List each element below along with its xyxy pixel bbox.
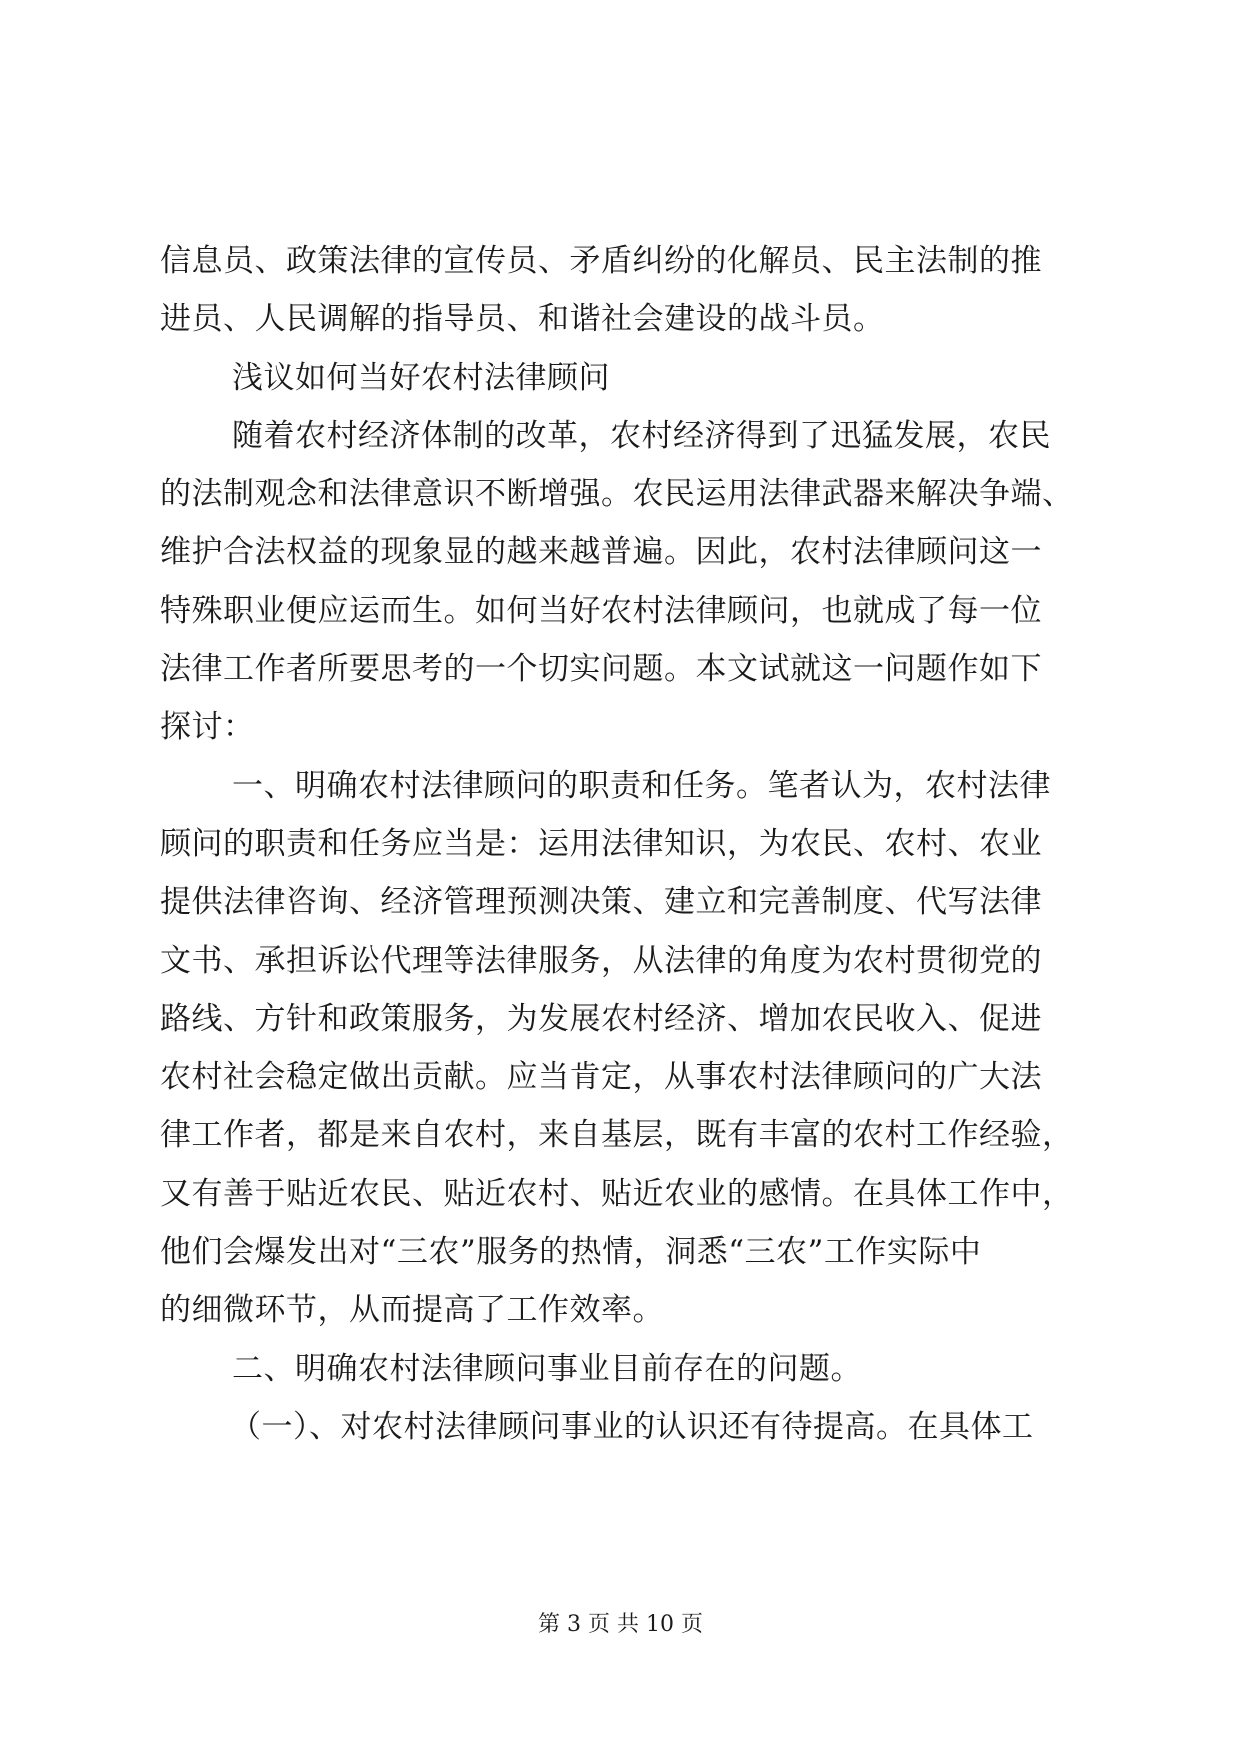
text-line: 信息员、政策法律的宣传员、矛盾纠纷的化解员、民主法制的推 <box>160 243 1042 279</box>
text-line: 特殊职业便应运而生。如何当好农村法律顾问，也就成了每一位 <box>160 592 1042 629</box>
text-line: 维护合法权益的现象显的越来越普遍。因此，农村法律顾问这一 <box>160 534 1042 571</box>
text-line: 顾问的职责和任务应当是：运用法律知识，为农民、农村、农业 <box>160 825 1042 862</box>
text-line: 又有善于贴近农民、贴近农村、贴近农业的感情。在具体工作中， <box>160 1175 1074 1212</box>
text-line: 法律工作者所要思考的一个切实问题。本文试就这一问题作如下 <box>160 651 1042 688</box>
text-line: 探讨： <box>160 709 255 746</box>
text-line: 的细微环节，从而提高了工作效率。 <box>160 1292 664 1329</box>
paragraph-start: 一、明确农村法律顾问的职责和任务。笔者认为，农村法律 <box>232 767 1051 804</box>
text-line: 路线、方针和政策服务，为发展农村经济、增加农民收入、促进 <box>160 1000 1042 1037</box>
text-line: 农村社会稳定做出贡献。应当肯定，从事农村法律顾问的广大法 <box>160 1059 1042 1096</box>
text-line: 的法制观念和法律意识不断增强。农民运用法律武器来解决争端、 <box>160 476 1074 513</box>
text-line: 律工作者，都是来自农村，来自基层，既有丰富的农村工作经验， <box>160 1117 1074 1154</box>
paragraph-start: （一）、对农村法律顾问事业的认识还有待提高。在具体工 <box>230 1408 1034 1445</box>
text-line: 他们会爆发出对“三农”服务的热情，洞悉“三农”工作实际中 <box>160 1234 982 1271</box>
paragraph-start: 二、明确农村法律顾问事业目前存在的问题。 <box>232 1350 862 1387</box>
page-number-footer: 第 3 页 共 10 页 <box>538 1612 703 1637</box>
body-text <box>160 232 1081 1456</box>
paragraph-start: 随着农村经济体制的改革，农村经济得到了迅猛发展，农民 <box>232 417 1051 454</box>
text-line: 文书、承担诉讼代理等法律服务，从法律的角度为农村贯彻党的 <box>160 942 1042 979</box>
text-line: 提供法律咨询、经济管理预测决策、建立和完善制度、代写法律 <box>160 884 1042 921</box>
text-line: 进员、人民调解的指导员、和谐社会建设的战斗员。 <box>160 301 885 338</box>
section-title: 浅议如何当好农村法律顾问 <box>232 359 610 396</box>
